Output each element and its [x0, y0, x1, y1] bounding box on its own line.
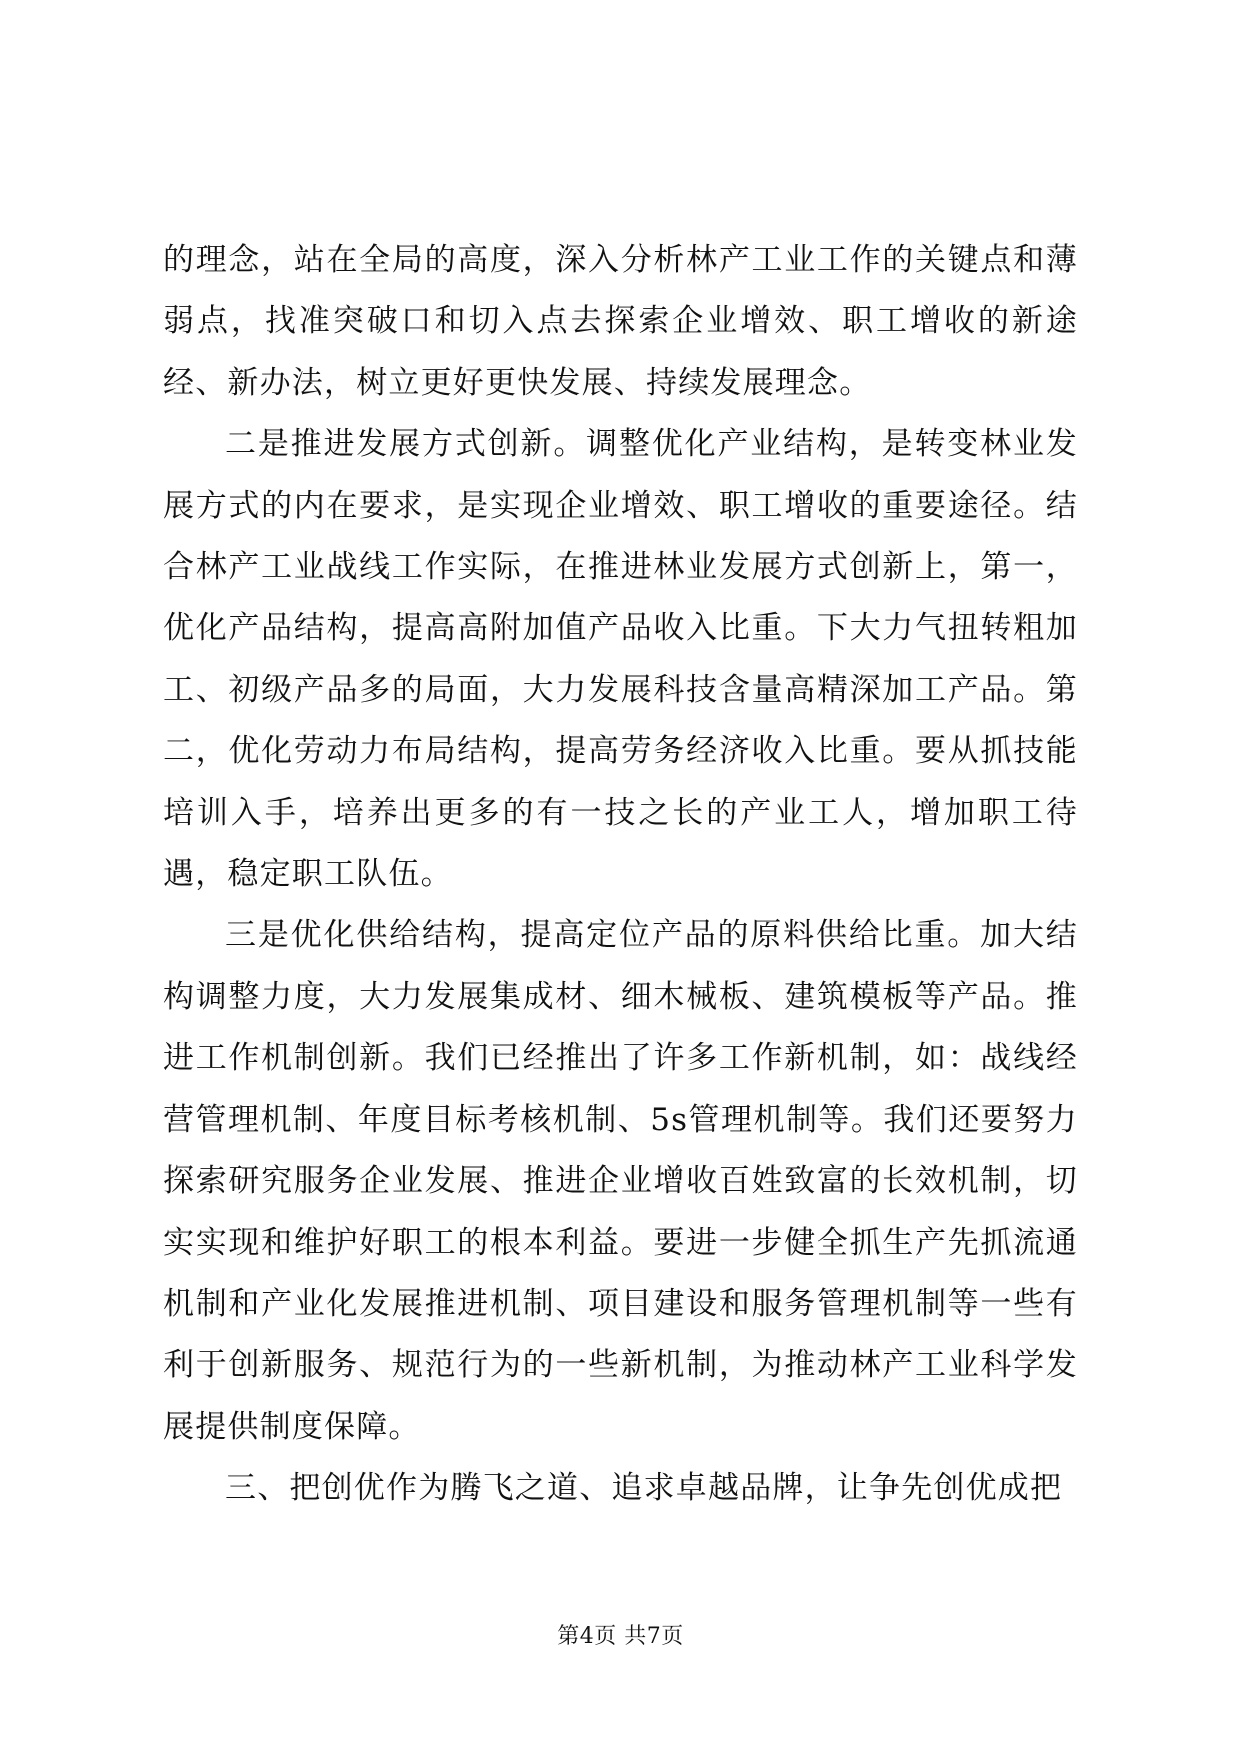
- paragraph-section-three: 三、把创优作为腾飞之道、追求卓越品牌，让争先创优成把: [225, 1470, 1063, 1507]
- paragraph-development-mode: 二是推进发展方式创新。调整优化产业结构，是转变林业发展方式的内在要求，是实现企业增效、职工增收的重要途径。结合林产工业战线工作实际，在推进林业发展方式创新上，第一，优化产品结构，提高高附加值产品收入比重。下大力气扭转粗加工、初级产品多的局面，大力发展科技含量高精深加工产品。第二，优化劳动力布局结构，提高劳务经济收入比重。要从抓技能培训入手，培养出更多的有一技之长的产业工人，增加职工待遇，稳定职工队伍。: [163, 426, 1078, 893]
- paragraph-supply-structure: 三是优化供给结构，提高定位产品的原料供给比重。加大结构调整力度，大力发展集成材、细木械板、建筑模板等产品。推进工作机制创新。我们已经推出了许多工作新机制，如：战线经营管理机制、年度目标考核机制、5s管理机制等。我们还要努力探索研究服务企业发展、推进企业增收百姓致富的长效机制，切实实现和维护好职工的根本利益。要进一步健全抓生产先抓流通机制和产业化发展推进机制、项目建设和服务管理机制等一些有利于创新服务、规范行为的一些新机制，为推动林产工业科学发展提供制度保障。: [163, 917, 1078, 1445]
- document-body: [163, 230, 1078, 1520]
- paragraph-continuation: 的理念，站在全局的高度，深入分析林产工业工作的关键点和薄弱点，找准突破口和切入点去探索企业增效、职工增收的新途经、新办法，树立更好更快发展、持续发展理念。: [163, 242, 1078, 401]
- page-number-footer: 第4页 共7页: [557, 1624, 684, 1649]
